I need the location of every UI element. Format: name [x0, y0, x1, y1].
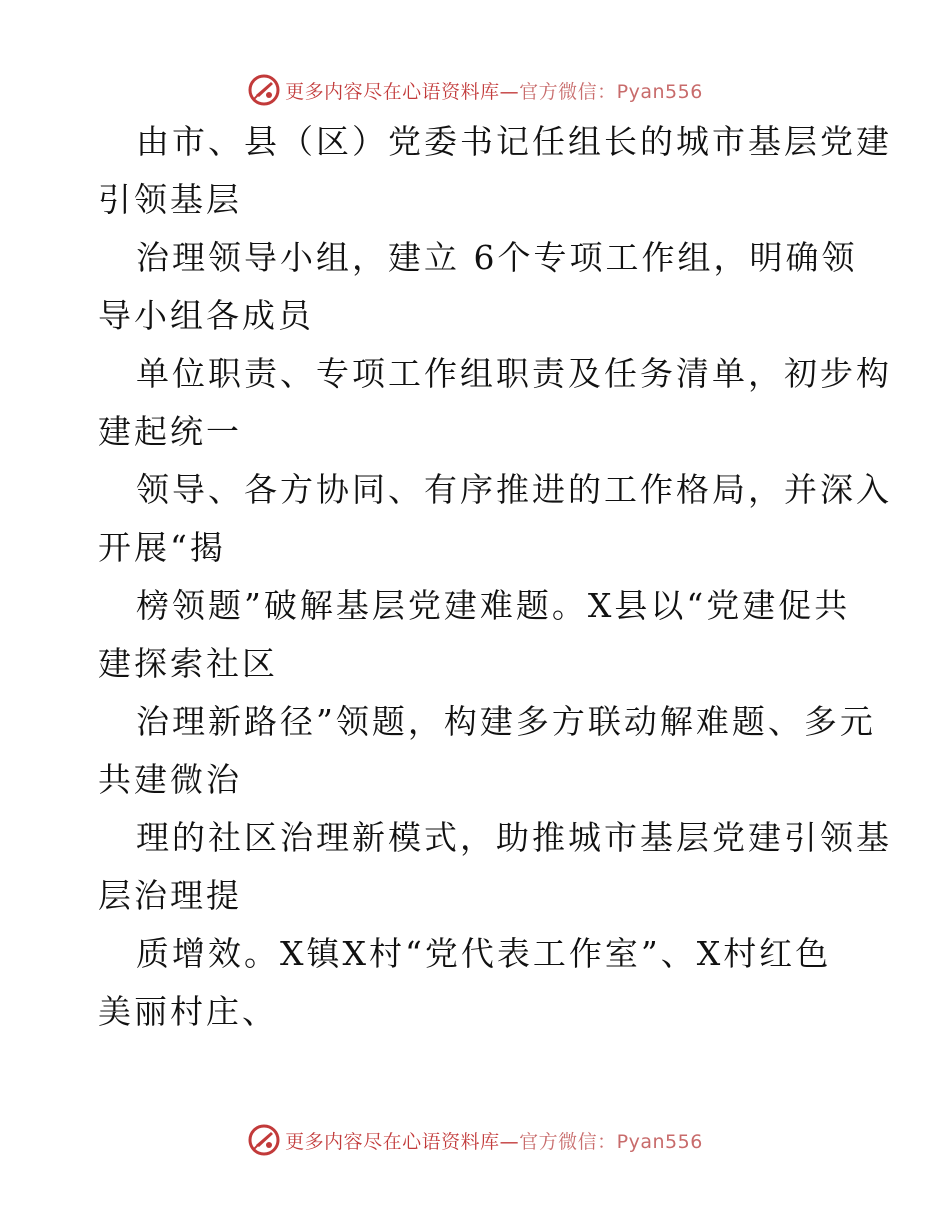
- header-banner-text: 更多内容尽在心语资料库—官方微信：Pyan556: [285, 80, 703, 103]
- footer-banner-text: 更多内容尽在心语资料库—官方微信：Pyan556: [285, 1130, 703, 1153]
- body-line: 质增效。X镇X村“党代表工作室”、X村红色: [136, 934, 832, 973]
- body-line: 共建微治: [98, 760, 242, 799]
- body-line: 美丽村庄、: [98, 992, 278, 1031]
- header-banner: [0, 70, 950, 110]
- library-logo-icon: [247, 73, 281, 107]
- body-line: 建探索社区: [98, 644, 278, 683]
- body-line: 层治理提: [98, 876, 242, 915]
- body-line: 理的社区治理新模式，助推城市基层党建引领基: [136, 818, 892, 857]
- body-line: 治理新路径”领题，构建多方联动解难题、多元: [136, 702, 876, 741]
- body-line: 领导、各方协同、有序推进的工作格局，并深入: [136, 470, 892, 509]
- body-line: 建起统一: [98, 412, 242, 451]
- library-logo-icon: [247, 1123, 281, 1157]
- body-line: 开展“揭: [98, 528, 226, 567]
- body-line: 导小组各成员: [98, 296, 314, 335]
- footer-banner: [0, 1120, 950, 1160]
- body-line: 引领基层: [98, 180, 242, 219]
- body-line: 单位职责、专项工作组职责及任务清单，初步构: [136, 354, 892, 393]
- body-line: 由市、县（区）党委书记任组长的城市基层党建: [136, 122, 892, 161]
- body-line: 治理领导小组，建立 6个专项工作组，明确领: [136, 238, 858, 277]
- body-line: 榜领题”破解基层党建难题。X县以“党建促共: [136, 586, 851, 625]
